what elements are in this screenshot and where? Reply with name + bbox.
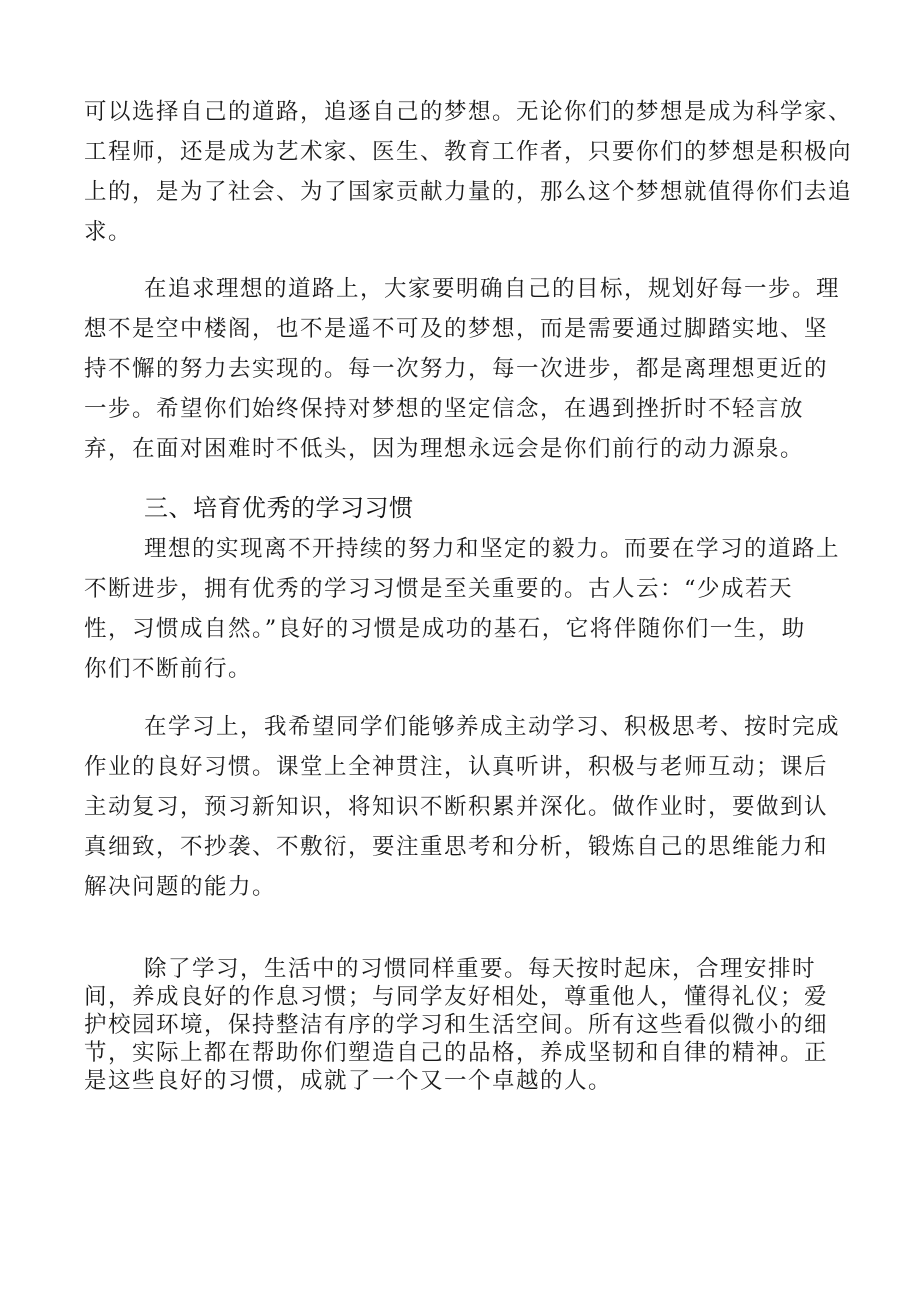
text-line: 可以选择自己的道路，追逐自己的梦想。无论你们的梦想是成为科学家、	[84, 99, 853, 125]
text-line: 在学习上，我希望同学们能够养成主动学习、积极思考、按时完成	[144, 714, 841, 740]
text-line: 节，实际上都在帮助你们塑造自己的品格，养成坚韧和自律的精神。正	[84, 1040, 829, 1066]
text-line: 你们不断前行。	[84, 656, 253, 682]
text-line: 主动复习，预习新知识，将知识不断积累并深化。做作业时，要做到认	[84, 794, 829, 820]
text-line: 性，习惯成自然。”良好的习惯是成功的基石，它将伴随你们一生，助	[84, 616, 806, 642]
text-line: 不断进步，拥有优秀的学习习惯是至关重要的。古人云：“少成若天	[84, 576, 794, 602]
paragraph-dream-paths	[84, 92, 853, 252]
text-line: 工程师，还是成为艺术家、医生、教育工作者，只要你们的梦想是积极向	[84, 139, 853, 165]
paragraph-life-habits	[84, 955, 836, 1095]
paragraph-pursue-ideals	[84, 269, 841, 469]
text-line: 理想的实现离不开持续的努力和坚定的毅力。而要在学习的道路上	[144, 536, 841, 562]
text-line: 间，养成良好的作息习惯；与同学友好相处，尊重他人，懂得礼仪；爱	[84, 984, 829, 1010]
text-line: 作业的良好习惯。课堂上全神贯注，认真听讲，积极与老师互动；课后	[84, 754, 829, 780]
text-line: 持不懈的努力去实现的。每一次努力，每一次进步，都是离理想更近的	[84, 356, 829, 382]
text-line: 求。	[84, 219, 133, 245]
text-line: 是这些良好的习惯，成就了一个又一个卓越的人。	[84, 1068, 613, 1094]
document-body	[84, 92, 853, 1095]
paragraph-learning-habits	[84, 707, 841, 907]
section-heading: 三、培育优秀的学习习惯	[144, 494, 414, 522]
text-line: 想不是空中楼阁，也不是遥不可及的梦想，而是需要通过脚踏实地、坚	[84, 316, 829, 342]
text-line: 真细致，不抄袭、不敷衍，要注重思考和分析，锻炼自己的思维能力和	[84, 834, 829, 860]
text-line: 除了学习，生活中的习惯同样重要。每天按时起床，合理安排时	[144, 956, 817, 982]
text-line: 上的，是为了社会、为了国家贡献力量的，那么这个梦想就值得你们去追	[84, 179, 853, 205]
text-line: 护校园环境，保持整洁有序的学习和生活空间。所有这些看似微小的细	[84, 1012, 829, 1038]
text-line: 弃，在面对困难时不低头，因为理想永远会是你们前行的动力源泉。	[84, 436, 805, 462]
text-line: 解决问题的能力。	[84, 874, 277, 900]
text-line: 一步。希望你们始终保持对梦想的坚定信念，在遇到挫折时不轻言放	[84, 396, 805, 422]
paragraph-study-habits-intro	[84, 529, 841, 689]
text-line: 在追求理想的道路上，大家要明确自己的目标，规划好每一步。理	[144, 276, 841, 302]
